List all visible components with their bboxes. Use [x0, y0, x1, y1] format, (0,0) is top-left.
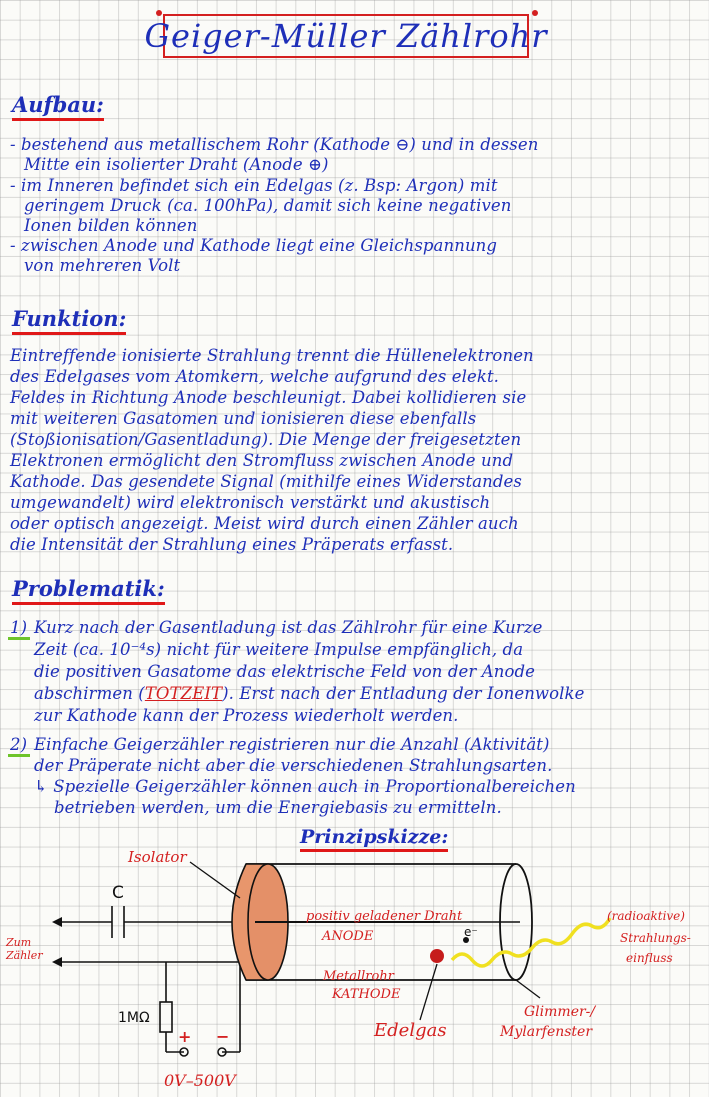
arrow-left-icon	[52, 917, 62, 927]
plus-label: +	[178, 1027, 192, 1046]
section-heading-problematik: Problematik:	[12, 576, 165, 605]
funktion-line: mit weiteren Gasatomen und ionisieren diese ebenfalls	[10, 409, 477, 428]
problem-1-line: Kurz nach der Gasentladung ist das Zählrohr für eine Kurze	[34, 618, 543, 637]
minus-label: −	[216, 1027, 230, 1046]
funktion-line: (Stoßionisation/Gasentladung). Die Menge der freigesetzten	[10, 430, 522, 449]
resistor-label: 1MΩ	[118, 1010, 150, 1026]
item-marker-2: 2)	[10, 735, 28, 754]
circuit-wires	[62, 906, 520, 1052]
problem-1-line: Zeit (ca. 10⁻⁴s) nicht für weitere Impulse empfänglich, da	[34, 640, 524, 659]
problem-2-line: ↳ Spezielle Geigerzähler können auch in Proportionalbereichen	[34, 777, 576, 796]
diagram-heading: Prinzipskizze:	[300, 826, 448, 852]
geiger-tube-diagram	[0, 820, 709, 1097]
electron-label: e⁻	[464, 925, 478, 939]
funktion-line: Kathode. Das gesendete Signal (mithilfe eines Widerstandes	[10, 472, 522, 491]
aufbau-line: geringem Druck (ca. 100hPa), damit sich keine negativen	[24, 196, 512, 215]
funktion-line: oder optisch angezeigt. Meist wird durch einen Zähler auch	[10, 514, 519, 533]
arrow-left-icon	[52, 957, 62, 967]
problem-2-line: betrieben werden, um die Energiebasis zu ermitteln.	[54, 798, 502, 817]
radiation-label: einfluss	[626, 951, 673, 965]
item-marker-1: 1)	[10, 618, 28, 637]
aufbau-line: - im Inneren befindet sich ein Edelgas (z. Bsp: Argon) mit	[10, 176, 498, 195]
totzeit-term: TOTZEIT	[144, 684, 223, 703]
gas-atom-icon	[430, 949, 444, 963]
aufbau-line: - bestehend aus metallischem Rohr (Kathode ⊖) und in dessen	[10, 135, 539, 154]
highlight-mark-2	[8, 754, 30, 757]
resistor-icon	[160, 1002, 172, 1032]
isolator-label: Isolator	[128, 848, 187, 866]
aufbau-line: von mehreren Volt	[24, 256, 181, 275]
anode-label: positiv geladener Draht	[306, 909, 463, 924]
title-box	[144, 14, 548, 58]
window-label: Mylarfenster	[500, 1024, 593, 1040]
text-fragment: abschirmen (	[34, 684, 145, 703]
problem-2-line: der Präperate nicht aber die verschiedenen Strahlungsarten.	[34, 756, 553, 775]
funktion-line: des Edelgases vom Atomkern, welche aufgrund des elekt.	[10, 367, 500, 386]
cathode-label: Metallrohr	[323, 969, 394, 984]
page-title: Geiger-Müller Zählrohr	[144, 17, 548, 55]
radiation-label: Strahlungs-	[620, 931, 691, 945]
funktion-line: umgewandelt) wird elektronisch verstärkt und akustisch	[10, 493, 491, 512]
funktion-line: Eintreffende ionisierte Strahlung trennt die Hüllenelektronen	[10, 346, 534, 365]
voltage-label: 0V–500V	[164, 1071, 236, 1090]
counter-label: Zum	[6, 936, 32, 949]
cathode-label: KATHODE	[332, 987, 401, 1002]
funktion-line: die Intensität der Strahlung eines Präperats erfasst.	[10, 535, 454, 554]
gas-label: Edelgas	[374, 1020, 447, 1041]
capacitor-label: C	[112, 883, 124, 903]
problem-1-line: zur Kathode kann der Prozess wiederholt werden.	[34, 706, 459, 725]
counter-label: Zähler	[6, 949, 43, 962]
aufbau-line: - zwischen Anode und Kathode liegt eine Gleichspannung	[10, 236, 498, 255]
section-heading-aufbau: Aufbau:	[12, 92, 104, 121]
funktion-line: Feldes in Richtung Anode beschleunigt. Dabei kollidieren sie	[10, 388, 527, 407]
text-fragment: ). Erst nach der Entladung der Ionenwolke	[222, 684, 585, 703]
problem-1-line-4	[34, 684, 585, 703]
problem-1-line: die positiven Gasatome das elektrische Feld von der Anode	[34, 662, 536, 681]
funktion-line: Elektronen ermöglicht den Stromfluss zwischen Anode und	[10, 451, 514, 470]
title-dot-left	[156, 10, 162, 16]
aufbau-line: Ionen bilden können	[24, 216, 198, 235]
title-dot-right	[532, 10, 538, 16]
section-heading-funktion: Funktion:	[12, 306, 126, 335]
aufbau-line: Mitte ein isolierter Draht (Anode ⊕)	[24, 155, 329, 174]
highlight-mark-1	[8, 637, 30, 640]
anode-label: ANODE	[322, 929, 374, 944]
problem-2-line: Einfache Geigerzähler registrieren nur die Anzahl (Aktivität)	[34, 735, 550, 754]
radiation-label: (radioaktive)	[607, 909, 685, 923]
window-label: Glimmer-/	[524, 1004, 596, 1020]
